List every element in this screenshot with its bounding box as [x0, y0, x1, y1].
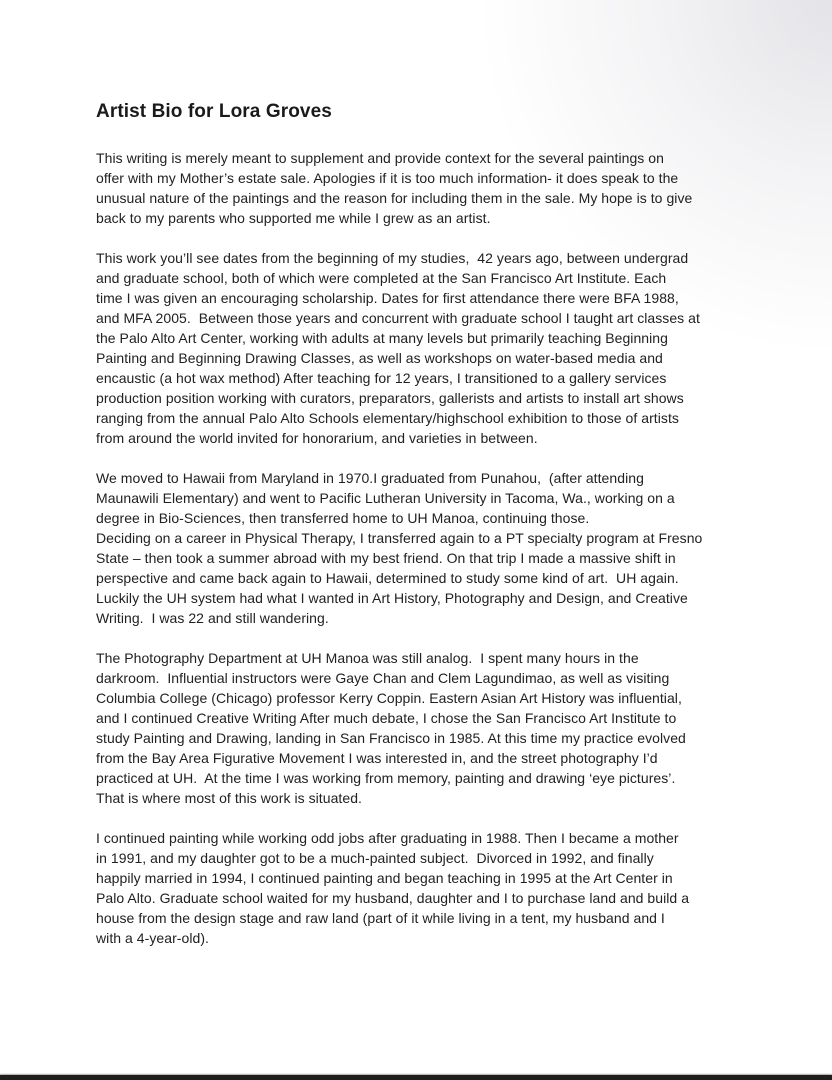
paragraph-line: the Palo Alto Art Center, working with adults at many levels but primarily teaching Beginning	[96, 330, 668, 346]
paragraph-line: in 1991, and my daughter got to be a much-painted subject. Divorced in 1992, and finally	[96, 850, 654, 866]
paragraph-line: I continued painting while working odd jobs after graduating in 1988. Then I became a mother	[96, 830, 679, 846]
paragraph-line: Writing. I was 22 and still wandering.	[96, 610, 329, 626]
paragraph	[96, 248, 744, 448]
document-content	[96, 99, 744, 968]
paragraph-line: with a 4-year-old).	[96, 930, 209, 946]
paragraph-line: darkroom. Influential instructors were Gaye Chan and Clem Lagundimao, as well as visiting	[96, 670, 670, 686]
paragraph	[96, 828, 744, 948]
paragraph	[96, 468, 744, 628]
paragraph-line: from the Bay Area Figurative Movement I was interested in, and the street photography I’d	[96, 750, 658, 766]
paragraph-line: production position working with curators, preparators, gallerists and artists to install art shows	[96, 390, 684, 406]
paragraph-line: from around the world invited for honorarium, and varieties in between.	[96, 430, 538, 446]
paragraph-line: time I was given an encouraging scholarship. Dates for first attendance there were BFA 1988,	[96, 290, 679, 306]
document-title: Artist Bio for Lora Groves	[96, 101, 332, 122]
paragraph	[96, 648, 744, 808]
paragraph-line: encaustic (a hot wax method) After teaching for 12 years, I transitioned to a gallery services	[96, 370, 667, 386]
paragraph-line: Columbia College (Chicago) professor Kerry Coppin. Eastern Asian Art History was influential,	[96, 690, 682, 706]
paragraph-line: Painting and Beginning Drawing Classes, as well as workshops on water-based media and	[96, 350, 663, 366]
paragraph-line: unusual nature of the paintings and the reason for including them in the sale. My hope is to give	[96, 190, 693, 206]
paragraph-line: happily married in 1994, I continued painting and began teaching in 1995 at the Art Center in	[96, 870, 673, 886]
paragraph-line: house from the design stage and raw land (part of it while living in a tent, my husband and I	[96, 910, 665, 926]
paragraph-line: back to my parents who supported me while I grew as an artist.	[96, 210, 491, 226]
paragraph-line: Luckily the UH system had what I wanted in Art History, Photography and Design, and Creative	[96, 590, 688, 606]
paragraph-line: That is where most of this work is situated.	[96, 790, 362, 806]
paragraph-line: ranging from the annual Palo Alto Schools elementary/highschool exhibition to those of artists	[96, 410, 679, 426]
paragraph-line: Deciding on a career in Physical Therapy, I transferred again to a PT specialty program at Fresno	[96, 530, 703, 546]
paragraph-line: and MFA 2005. Between those years and concurrent with graduate school I taught art classes at	[96, 310, 700, 326]
paragraph-line: Maunawili Elementary) and went to Pacific Lutheran University in Tacoma, Wa., working on a	[96, 490, 675, 506]
paragraph-line: We moved to Hawaii from Maryland in 1970.I graduated from Punahou, (after attending	[96, 470, 644, 486]
paragraph-line: Palo Alto. Graduate school waited for my husband, daughter and I to purchase land and build a	[96, 890, 690, 906]
paragraph-line: This writing is merely meant to supplement and provide context for the several paintings on	[96, 150, 664, 166]
paragraph-line: offer with my Mother’s estate sale. Apologies if it is too much information- it does speak to the	[96, 170, 679, 186]
paragraph-line: practiced at UH. At the time I was working from memory, painting and drawing ‘eye pictures’.	[96, 770, 676, 786]
document-body	[96, 148, 744, 948]
paragraph-line: perspective and came back again to Hawaii, determined to study some kind of art. UH again.	[96, 570, 679, 586]
paragraph-line: and I continued Creative Writing After much debate, I chose the San Francisco Art Institute to	[96, 710, 677, 726]
bottom-edge-shadow	[0, 1075, 832, 1080]
paragraph-line: State – then took a summer abroad with my best friend. On that trip I made a massive shift in	[96, 550, 676, 566]
paragraph-line: The Photography Department at UH Manoa was still analog. I spent many hours in the	[96, 650, 639, 666]
paragraph	[96, 148, 744, 228]
paragraph-line: degree in Bio-Sciences, then transferred home to UH Manoa, continuing those.	[96, 510, 590, 526]
paragraph-line: and graduate school, both of which were completed at the San Francisco Art Institute. Each	[96, 270, 667, 286]
paragraph-line: study Painting and Drawing, landing in San Francisco in 1985. At this time my practice evolved	[96, 730, 686, 746]
paragraph-line: This work you’ll see dates from the beginning of my studies, 42 years ago, between undergrad	[96, 250, 689, 266]
